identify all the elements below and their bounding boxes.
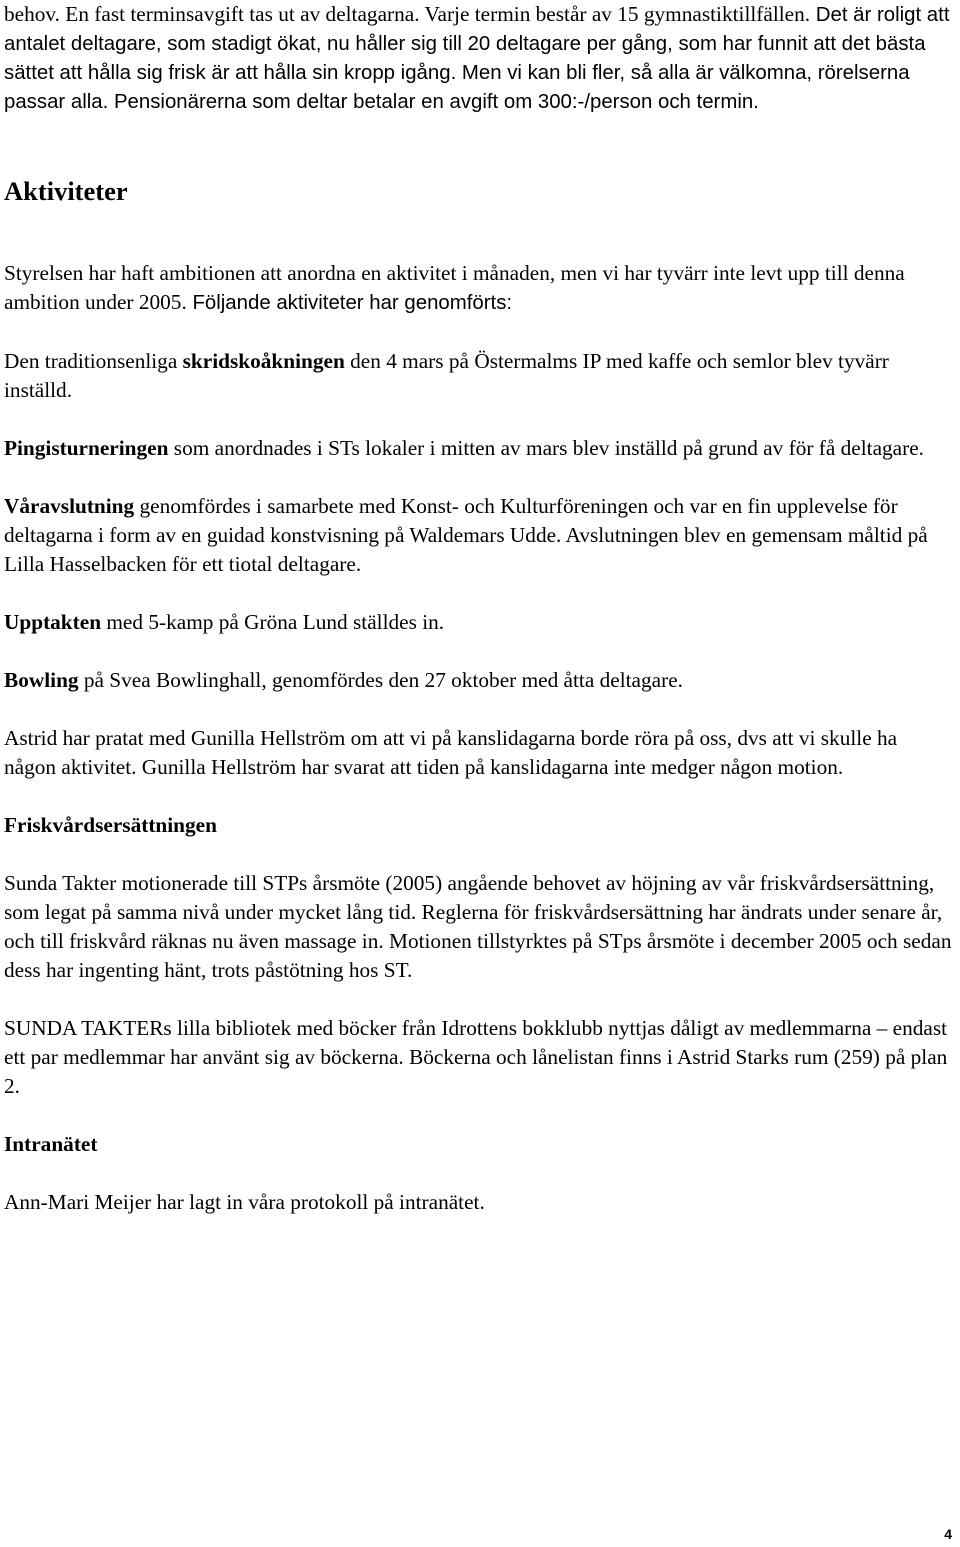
skridsko-paragraph [4, 347, 952, 405]
intranat-paragraph: Ann-Mari Meijer har lagt in våra protokoll på intranätet. [4, 1190, 485, 1214]
aktiviteter-p1-sans: Följande aktiviteter har genomförts: [186, 292, 513, 314]
skridsko-post: den 4 mars på Östermalms IP med kaffe och semlor blev tyvärr inställd. [4, 349, 889, 402]
intro-paragraph [4, 0, 952, 117]
aktiviteter-heading: Aktiviteter [4, 176, 128, 206]
bibliotek-paragraph: SUNDA TAKTERs lilla bibliotek med böcker från Idrottens bokklubb nyttjas dåligt av medlemmarna – endast ett par medlemmar har använt sig av böckerna. Böckerna och lånelistan finns i Astrid Starks rum (259) på plan 2. [4, 1016, 948, 1098]
varavslutning-paragraph [4, 492, 952, 579]
astrid-paragraph: Astrid har pratat med Gunilla Hellström om att vi på kanslidagarna borde röra på oss, dvs att vi skulle ha någon aktivitet. Gunilla Hellström har svarat att tiden på kanslidagarna inte medger någon motion. [4, 726, 898, 779]
bowling-paragraph [4, 666, 952, 695]
bowling-bold: Bowling [4, 668, 79, 692]
page-number: 4 [944, 1526, 952, 1542]
upptakten-post: med 5-kamp på Gröna Lund ställdes in. [101, 610, 445, 634]
intranat-heading: Intranätet [4, 1132, 98, 1156]
upptakten-bold: Upptakten [4, 610, 102, 634]
friskvard-heading: Friskvårdsersättningen [4, 813, 217, 837]
varavslutning-post: genomfördes i samarbete med Konst- och Kulturföreningen och var en fin upplevelse för deltagarna i form av en guidad konstvisning på Waldemars Udde. Avslutningen blev en gemensam måltid på Lilla Hasselbacken för ett tiotal deltagare. [4, 494, 928, 576]
pingis-paragraph [4, 434, 952, 463]
intro-serif-text: behov. En fast terminsavgift tas ut av deltagarna. Varje termin består av 15 gymnastiktillfällen. [4, 2, 811, 26]
upptakten-paragraph [4, 608, 952, 637]
intro-sans-text-1: Det är roligt att antalet deltagare, som stadigt ökat, nu håller sig till 20 deltagare per gång, som har funnit att det bästa sättet att hålla sig frisk är att hålla sin kropp igång. Men vi kan bli fler, så alla är välkomna, rörelserna passar alla. [4, 4, 950, 113]
bowling-post: på Svea Bowlinghall, genomfördes den 27 oktober med åtta deltagare. [78, 668, 683, 692]
pingis-post: som anordnades i STs lokaler i mitten av mars blev inställd på grund av för få deltagare. [168, 436, 924, 460]
intro-sans-text-2: Pensionärerna som deltar betalar en avgift om 300:-/person och termin. [108, 91, 759, 113]
aktiviteter-paragraph-1 [4, 259, 952, 318]
friskvard-paragraph-1: Sunda Takter motionerade till STPs årsmöte (2005) angående behovet av höjning av vår friskvårdsersättning, som legat på samma nivå under mycket lång tid. Reglerna för friskvårdsersättning har ändrats under senare år, och till friskvård räknas nu även massage in. Motionen tillstyrktes på STps årsmöte i december 2005 och sedan dess har ingenting hänt, trots påstötning hos ST. [4, 871, 952, 982]
skridsko-bold: skridskoåkningen [182, 349, 345, 373]
skridsko-pre: Den traditionsenliga [4, 349, 183, 373]
pingis-bold: Pingisturneringen [4, 436, 169, 460]
aktiviteter-p1-serif: Styrelsen har haft ambitionen att anordna en aktivitet i månaden, men vi har tyvärr inte levt upp till denna ambition under 2005. [4, 261, 905, 314]
document-page [4, 0, 952, 1217]
varavslutning-bold: Våravslutning [4, 494, 135, 518]
